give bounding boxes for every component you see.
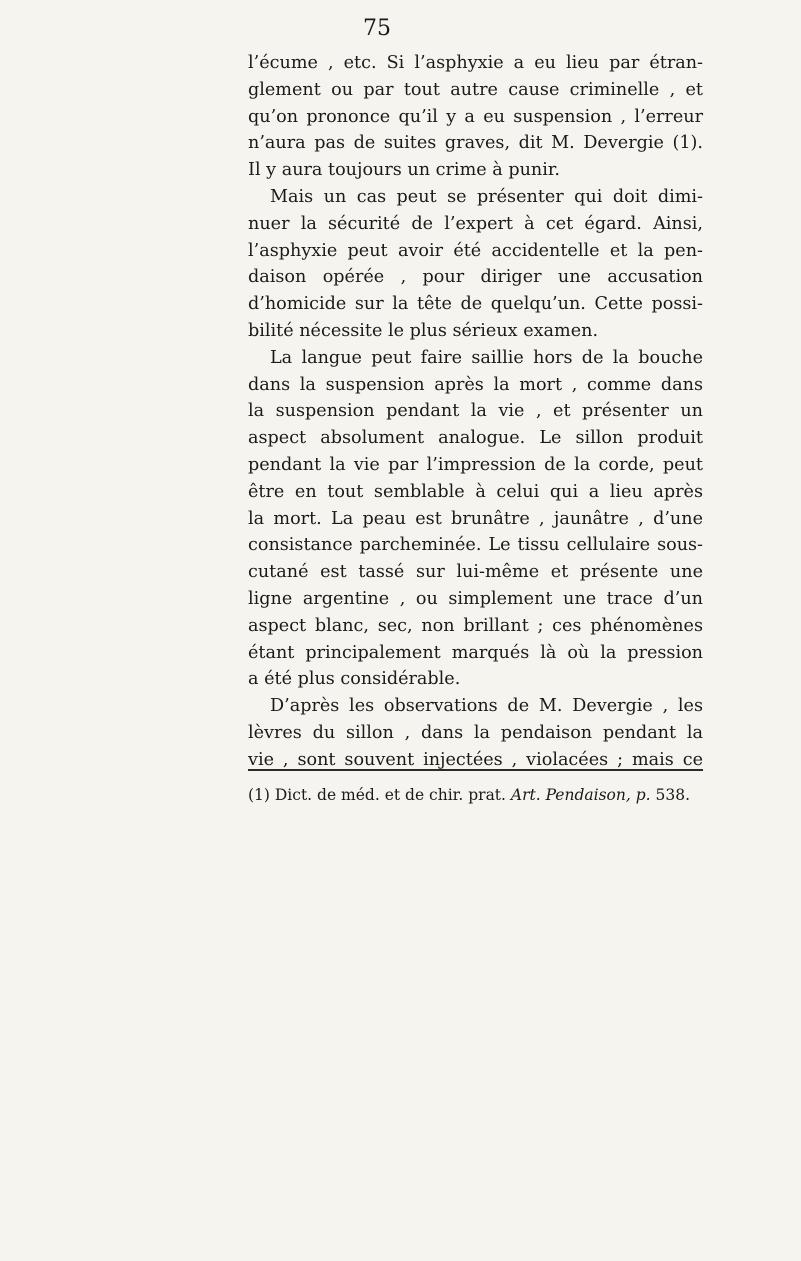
text-line: la mort. La peau est brunâtre , jaunâtre , d’une: [248, 508, 703, 529]
text-line: La langue peut faire saillie hors de la bouche: [270, 347, 703, 368]
text-line: D’après les observations de M. Devergie , les: [270, 696, 703, 717]
text-line: étant principalement marqués là où la pression: [248, 642, 703, 663]
text-line: aspect absolument analogue. Le sillon produit: [248, 428, 703, 449]
footnote-article: Art. Pendaison, p.: [510, 786, 651, 804]
text-line: dans la suspension après la mort , comme dans: [248, 374, 703, 395]
text-line: glement ou par tout autre cause criminelle , et: [248, 79, 703, 100]
footnote-divider: [248, 769, 703, 771]
text-line: la suspension pendant la vie , et présenter un: [248, 401, 703, 422]
text-line: vie , sont souvent injectées , violacées ; mais ce: [248, 749, 703, 770]
text-line: qu’on prononce qu’il y a eu suspension , l’erreur: [248, 106, 703, 127]
text-line: lèvres du sillon , dans la pendaison pendant la: [248, 722, 703, 743]
text-line: Mais un cas peut se présenter qui doit dimi-: [270, 186, 703, 207]
text-line: l’asphyxie peut avoir été accidentelle et la pen-: [248, 240, 703, 261]
text-line: aspect blanc, sec, non brillant ; ces phénomènes: [248, 615, 703, 636]
text-line: consistance parcheminée. Le tissu cellulaire sous-: [248, 535, 703, 556]
text-line: pendant la vie par l’impression de la corde, peut: [248, 454, 703, 475]
footnote-reference: (1) Dict. de méd. et de chir. prat.: [248, 786, 511, 804]
text-line: daison opérée , pour diriger une accusation: [248, 267, 703, 288]
text-line: être en tout semblable à celui qui a lieu après: [248, 481, 703, 502]
text-line: bilité nécessite le plus sérieux examen.: [248, 320, 599, 341]
text-line: ligne argentine , ou simplement une trace d’un: [248, 588, 703, 609]
text-line: d’homicide sur la tête de quelqu’un. Cette possi-: [248, 294, 703, 315]
footnote-page: 538.: [650, 786, 691, 804]
footnote: [248, 784, 703, 806]
body-text: [248, 50, 703, 774]
text-line: l’écume , etc. Si l’asphyxie a eu lieu par étran-: [248, 53, 703, 73]
text-line: n’aura pas de suites graves, dit M. Devergie (1).: [248, 133, 703, 154]
page-number: 75: [363, 16, 391, 41]
text-line: cutané est tassé sur lui-même et présente une: [248, 562, 703, 583]
text-line: a été plus considérable.: [248, 669, 461, 690]
text-line: Il y aura toujours un crime à punir.: [248, 160, 560, 181]
text-line: nuer la sécurité de l’expert à cet égard. Ainsi,: [248, 213, 703, 234]
